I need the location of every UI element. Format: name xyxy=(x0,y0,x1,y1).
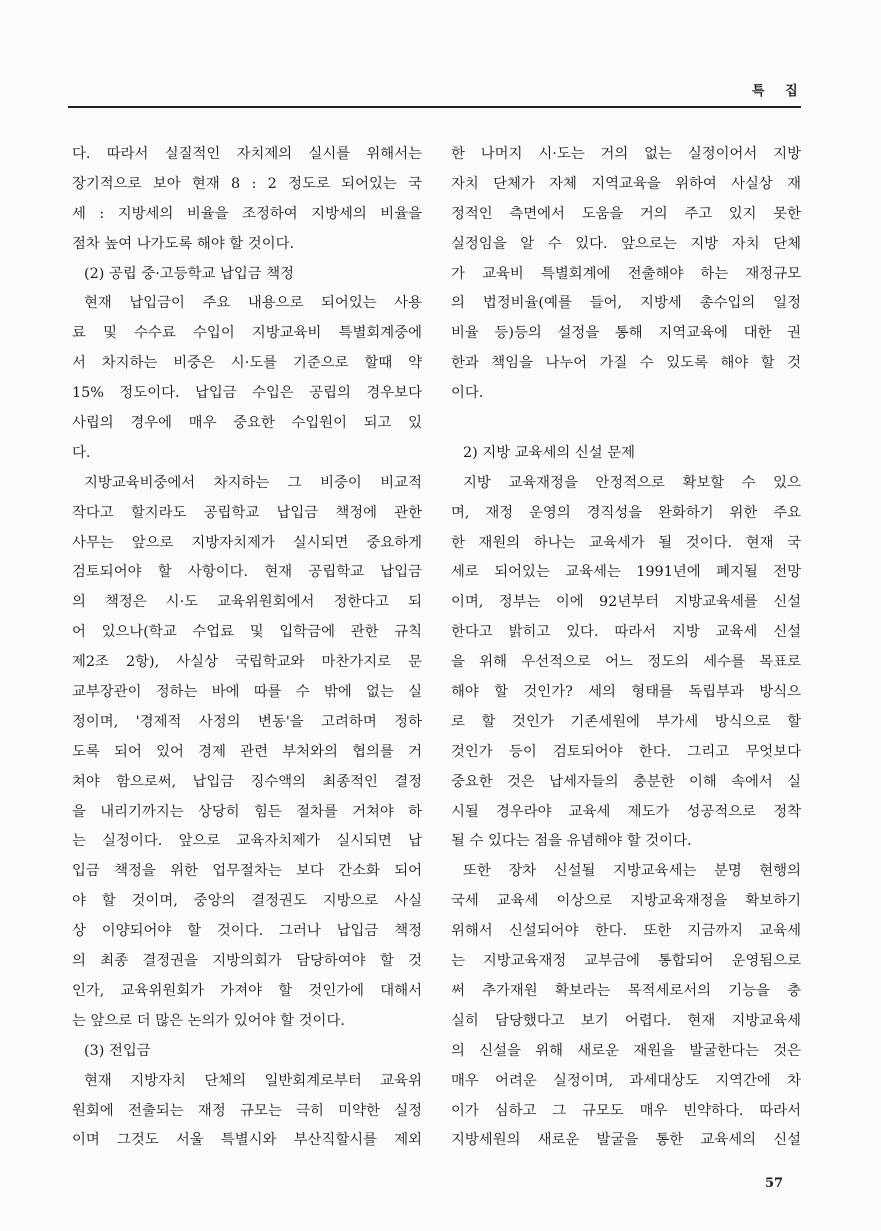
text-line: 을 위해 우선적으로 어느 정도의 세수를 목표로 xyxy=(451,654,801,671)
text-line: 한 나머지 시·도는 거의 없는 실정이어서 지방 xyxy=(451,146,801,162)
text-line: 의 법정비율(예를 들어, 지방세 총수입의 일정 xyxy=(451,295,801,312)
text-line: 다. xyxy=(72,444,91,461)
text-line: 이다. xyxy=(451,385,484,402)
text-line: 중요한 것은 납세자들의 충분한 이해 속에서 실 xyxy=(451,773,801,790)
text-line: 될 수 있다는 점을 유념해야 할 것이다. xyxy=(451,833,692,850)
text-line: 위해서 신설되어야 한다. 또한 지금까지 교육세 xyxy=(451,923,801,940)
text-line: 검토되어야 할 사항이다. 현재 공립학교 납입금 xyxy=(72,564,422,581)
text-line: 2) 지방 교육세의 신설 문제 xyxy=(463,444,636,461)
text-line: 가 교육비 특별회계에 전출해야 하는 재정규모 xyxy=(451,265,801,282)
page-number: 57 xyxy=(765,1176,784,1191)
text-line: 어 있으나(학교 수업료 및 입학금에 관한 규칙 xyxy=(72,624,422,641)
text-line: 정이며, '경제적 사정의 변동'을 고려하며 정하 xyxy=(72,713,422,730)
text-line: 15% 정도이다. 납입금 수입은 공립의 경우보다 xyxy=(72,385,422,402)
text-line: 점차 높여 나가도록 해야 할 것이다. xyxy=(72,235,295,252)
text-line: 실정임을 알 수 있다. 앞으로는 지방 자치 단체 xyxy=(451,235,801,252)
text-line: 상 이양되어야 할 것이다. 그러나 납입금 책정 xyxy=(72,923,422,940)
text-line: 의 최종 결정권을 지방의회가 담당하여야 할 것 xyxy=(72,953,422,970)
text-line: 세로 되어있는 교육세는 1991년에 폐지될 전망 xyxy=(451,564,801,581)
text-line: 의 신설을 위해 새로운 재원을 발굴한다는 것은 xyxy=(451,1042,801,1059)
text-line: 이며 그것도 서울 특별시와 부산직할시를 제외 xyxy=(72,1132,422,1149)
text-line: 며, 재정 운영의 경직성을 완화하기 위한 주요 xyxy=(451,504,801,521)
text-line: 는 지방교육재정 교부금에 통합되어 운영됨으로 xyxy=(451,953,801,970)
text-line: 지방교육비중에서 차지하는 그 비중이 비교적 xyxy=(84,474,422,491)
text-line: 지방 교육재정을 안정적으로 확보할 수 있으 xyxy=(463,474,801,491)
text-line: 는 실정이다. 앞으로 교육자치제가 실시되면 납 xyxy=(72,833,422,850)
text-line: 의 책정은 시·도 교육위원회에서 정한다고 되 xyxy=(72,594,422,611)
section-header-label: 특 집 xyxy=(752,84,806,99)
text-line: 원회에 전출되는 재정 규모는 극히 미약한 실정 xyxy=(72,1102,422,1119)
text-line: 사무는 앞으로 지방자치제가 실시되면 중요하게 xyxy=(72,534,422,551)
text-line: 세 : 지방세의 비율을 조정하여 지방세의 비율을 xyxy=(72,205,422,222)
text-line: 한다고 밝히고 있다. 따라서 지방 교육세 신설 xyxy=(451,624,801,641)
header-rule xyxy=(68,106,801,108)
right-text-column xyxy=(451,140,801,1156)
text-line: 지방세원의 새로운 발굴을 통한 교육세의 신설 xyxy=(451,1132,801,1149)
text-line: 실히 담당했다고 보기 어렵다. 현재 지방교육세 xyxy=(451,1012,801,1029)
text-line: (3) 전입금 xyxy=(84,1042,151,1059)
text-line: 장기적으로 보아 현재 8 : 2 정도로 되어있는 국 xyxy=(72,175,422,192)
text-line: 이며, 정부는 이에 92년부터 지방교육세를 신설 xyxy=(451,594,801,611)
text-line: 현재 납입금이 주요 내용으로 되어있는 사용 xyxy=(84,295,422,312)
text-line: 시될 경우라야 교육세 제도가 성공적으로 정착 xyxy=(451,803,801,820)
text-line: 국세 교육세 이상으로 지방교육재정을 확보하기 xyxy=(451,893,801,910)
text-line: 한과 책임을 나누어 가질 수 있도록 해야 할 것 xyxy=(451,355,801,372)
text-line: 자치 단체가 자체 지역교육을 위하여 사실상 재 xyxy=(451,175,801,192)
text-line: 교부장관이 정하는 바에 따를 수 밖에 없는 실 xyxy=(72,684,422,701)
text-line: 을 내리기까지는 상당히 힘든 절차를 거쳐야 하 xyxy=(72,803,422,820)
left-text-column xyxy=(72,140,422,1156)
text-line: 써 추가재원 확보라는 목적세로서의 기능을 충 xyxy=(451,982,801,999)
text-line: 또한 장차 신설될 지방교육세는 분명 현행의 xyxy=(463,863,801,880)
text-line: 정적인 측면에서 도움을 거의 주고 있지 못한 xyxy=(451,205,801,222)
text-line: 매우 어려운 실정이며, 과세대상도 지역간에 차 xyxy=(451,1072,801,1089)
text-line: 사립의 경우에 매우 중요한 수입원이 되고 있 xyxy=(72,415,422,432)
text-line: 해야 할 것인가? 세의 형태를 독립부과 방식으 xyxy=(451,684,801,701)
text-line: 비율 등)등의 설정을 통해 지역교육에 대한 권 xyxy=(451,325,801,342)
text-line: (2) 공립 중·고등학교 납입금 책정 xyxy=(84,265,295,282)
text-line: 이가 심하고 그 규모도 매우 빈약하다. 따라서 xyxy=(451,1102,801,1119)
text-line: 인가, 교육위원회가 가져야 할 것인가에 대해서 xyxy=(72,982,422,999)
text-line: 입금 책정을 위한 업무절차는 보다 간소화 되어 xyxy=(72,863,422,880)
text-line: 로 할 것인가 기존세원에 부가세 방식으로 할 xyxy=(451,713,801,730)
text-line: 는 앞으로 더 많은 논의가 있어야 할 것이다. xyxy=(72,1012,345,1029)
text-line: 료 및 수수료 수입이 지방교육비 특별회계중에 xyxy=(72,325,422,342)
text-line: 도록 되어 있어 경제 관련 부처와의 협의를 거 xyxy=(72,743,422,760)
text-line: 쳐야 함으로써, 납입금 징수액의 최종적인 결정 xyxy=(72,773,422,790)
text-line: 것인가 등이 검토되어야 한다. 그리고 무엇보다 xyxy=(451,743,801,760)
text-line: 야 할 것이며, 중앙의 결정권도 지방으로 사실 xyxy=(72,893,422,910)
text-line: 서 차지하는 비중은 시·도를 기준으로 할때 약 xyxy=(72,355,422,372)
text-line: 현재 지방자치 단체의 일반회계로부터 교육위 xyxy=(84,1072,422,1089)
text-line: 제2조 2항), 사실상 국립학교와 마찬가지로 문 xyxy=(72,654,422,671)
text-line: 작다고 할지라도 공립학교 납입금 책정에 관한 xyxy=(72,504,422,521)
text-line: 다. 따라서 실질적인 자치제의 실시를 위해서는 xyxy=(72,146,422,162)
text-line: 한 재원의 하나는 교육세가 될 것이다. 현재 국 xyxy=(451,534,801,551)
text-line xyxy=(451,409,801,439)
